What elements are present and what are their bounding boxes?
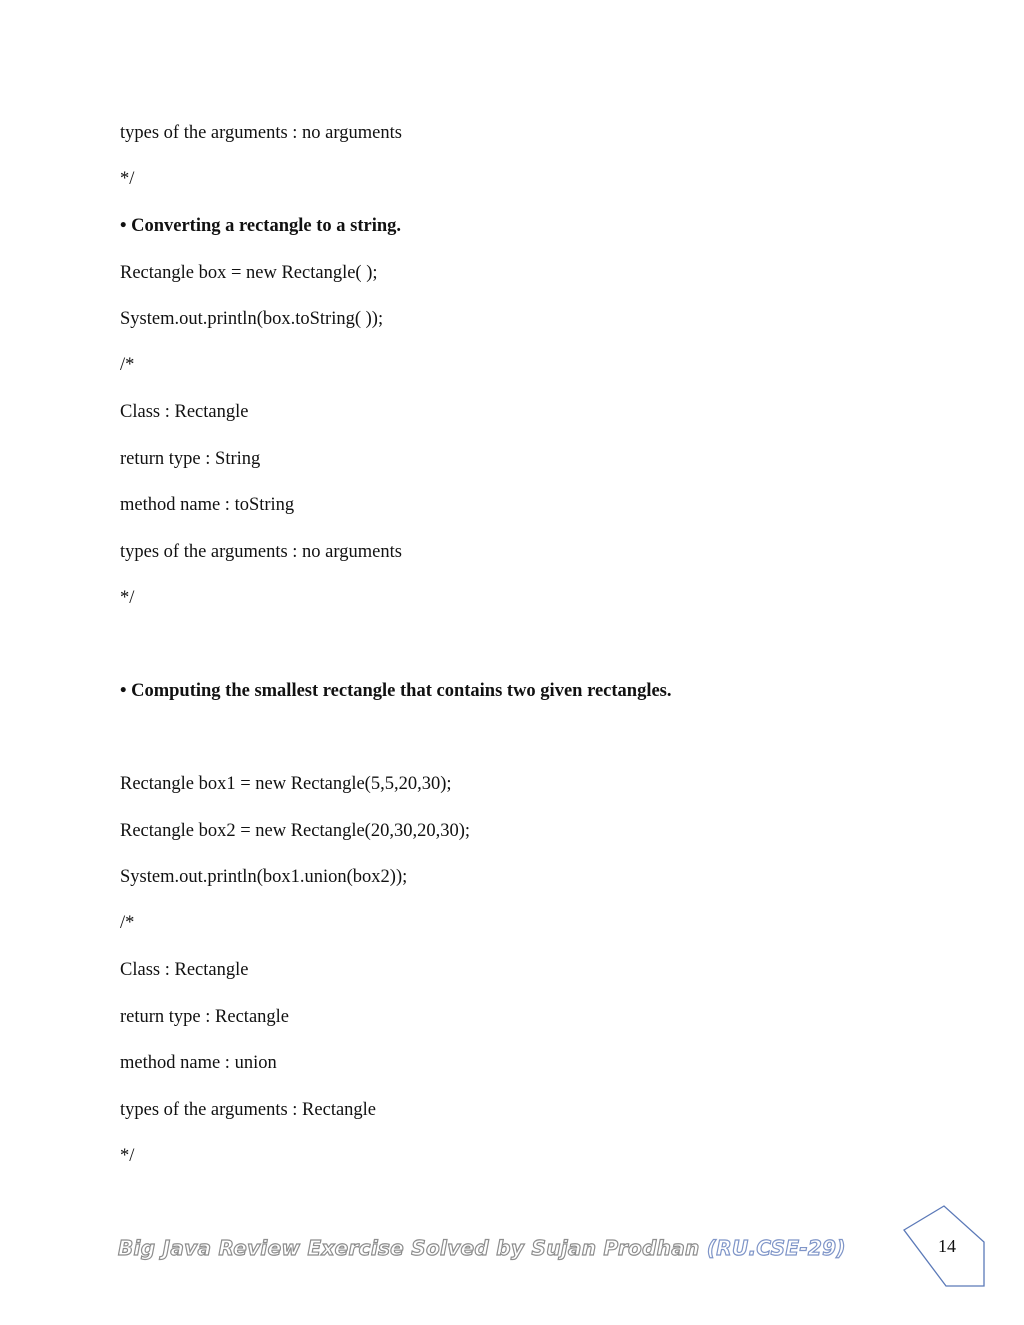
footer-credit-text: Big Java Review Exercise Solved by Sujan Prodhan (118, 1236, 707, 1260)
footer-credit-tag: (RU.CSE-29) (706, 1236, 846, 1260)
section-heading: • Computing the smallest rectangle that contains two given rectangles. (120, 681, 672, 701)
text-line: return type : Rectangle (120, 1007, 290, 1027)
section-heading: • Converting a rectangle to a string. (120, 216, 402, 236)
text-line: types of the arguments : no arguments (120, 123, 402, 143)
text-line: types of the arguments : no arguments (120, 542, 402, 562)
text-line: Class : Rectangle (120, 402, 249, 422)
footer-credit (118, 1236, 846, 1260)
comment-end: */ (120, 1146, 135, 1166)
page-number: 14 (938, 1236, 956, 1256)
comment-end: */ (120, 588, 135, 608)
text-line: Class : Rectangle (120, 960, 249, 980)
code-line: System.out.println(box.toString( )); (120, 309, 384, 329)
text-line: method name : toString (120, 495, 295, 515)
comment-start: /* (120, 355, 135, 375)
code-line: Rectangle box = new Rectangle( ); (120, 263, 378, 283)
text-line: method name : union (120, 1053, 277, 1073)
comment-start: /* (120, 913, 135, 933)
code-line: Rectangle box2 = new Rectangle(20,30,20,30); (120, 821, 471, 841)
code-line: Rectangle box1 = new Rectangle(5,5,20,30); (120, 774, 452, 794)
comment-end: */ (120, 169, 135, 189)
code-line: System.out.println(box1.union(box2)); (120, 867, 408, 887)
text-line: return type : String (120, 449, 261, 469)
text-line: types of the arguments : Rectangle (120, 1100, 377, 1120)
